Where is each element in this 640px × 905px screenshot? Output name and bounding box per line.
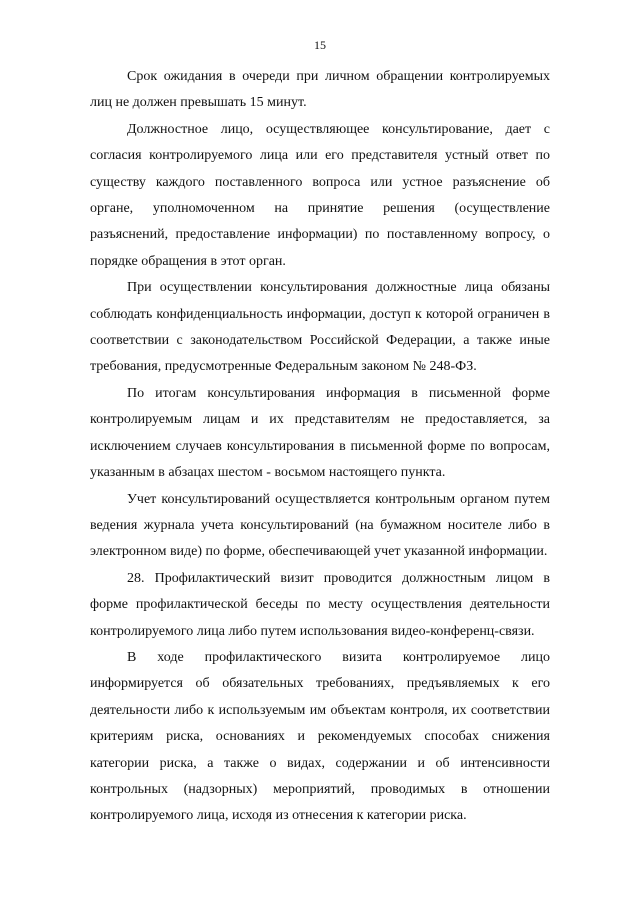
paragraph-visit-information: В ходе профилактического визита контролируемое лицо информируется об обязательных требованиях, предъявляемых к его деятельности либо к используемым им объектам контроля, их соответствии критериям риска, основаниях и рекомендуемых способах снижения категории риска, а также о видах, содержании и об интенсивности контрольных (надзорных) мероприятий, проводимых в отношении контролируемого лица, исходя из отнесения к категории риска.: [90, 649, 550, 824]
paragraph-preventive-visit: 28. Профилактический визит проводится должностным лицом в форме профилактической беседы по месту осуществления деятельности контролируемого лица либо путем использования видео-конференц-связи.: [90, 570, 550, 639]
paragraph-oral-answer: Должностное лицо, осуществляющее консультирование, дает с согласия контролируемого лица или его представителя устный ответ по существу каждого поставленного вопроса или устное разъяснение об органе, уполномоченном на принятие решения (осуществление разъяснений, предоставление информации) по поставленному вопросу, о порядке обращения в этот орган.: [90, 121, 550, 269]
paragraph-written-info: По итогам консультирования информация в письменной форме контролируемым лицам и их представителям не предоставляется, за исключением случаев консультирования в письменной форме по вопросам, указанным в абзацах шестом - восьмом настоящего пункта.: [90, 385, 550, 481]
page-number: 15: [314, 38, 326, 52]
document-body: [90, 64, 550, 830]
paragraph-confidentiality: При осуществлении консультирования должностные лица обязаны соблюдать конфиденциальность информации, доступ к которой ограничен в соответствии с законодательством Российской Федерации, а также иные требования, предусмотренные Федеральным законом № 248-ФЗ.: [90, 280, 550, 375]
paragraph-queue-wait-time: Срок ожидания в очереди при личном обращении контролируемых лиц не должен превышать 15 минут.: [90, 69, 550, 111]
paragraph-consultation-log: Учет консультирований осуществляется контрольным органом путем ведения журнала учета консультирований (на бумажном носителе либо в электронном виде) по форме, обеспечивающей учет указанной информации.: [90, 491, 550, 560]
